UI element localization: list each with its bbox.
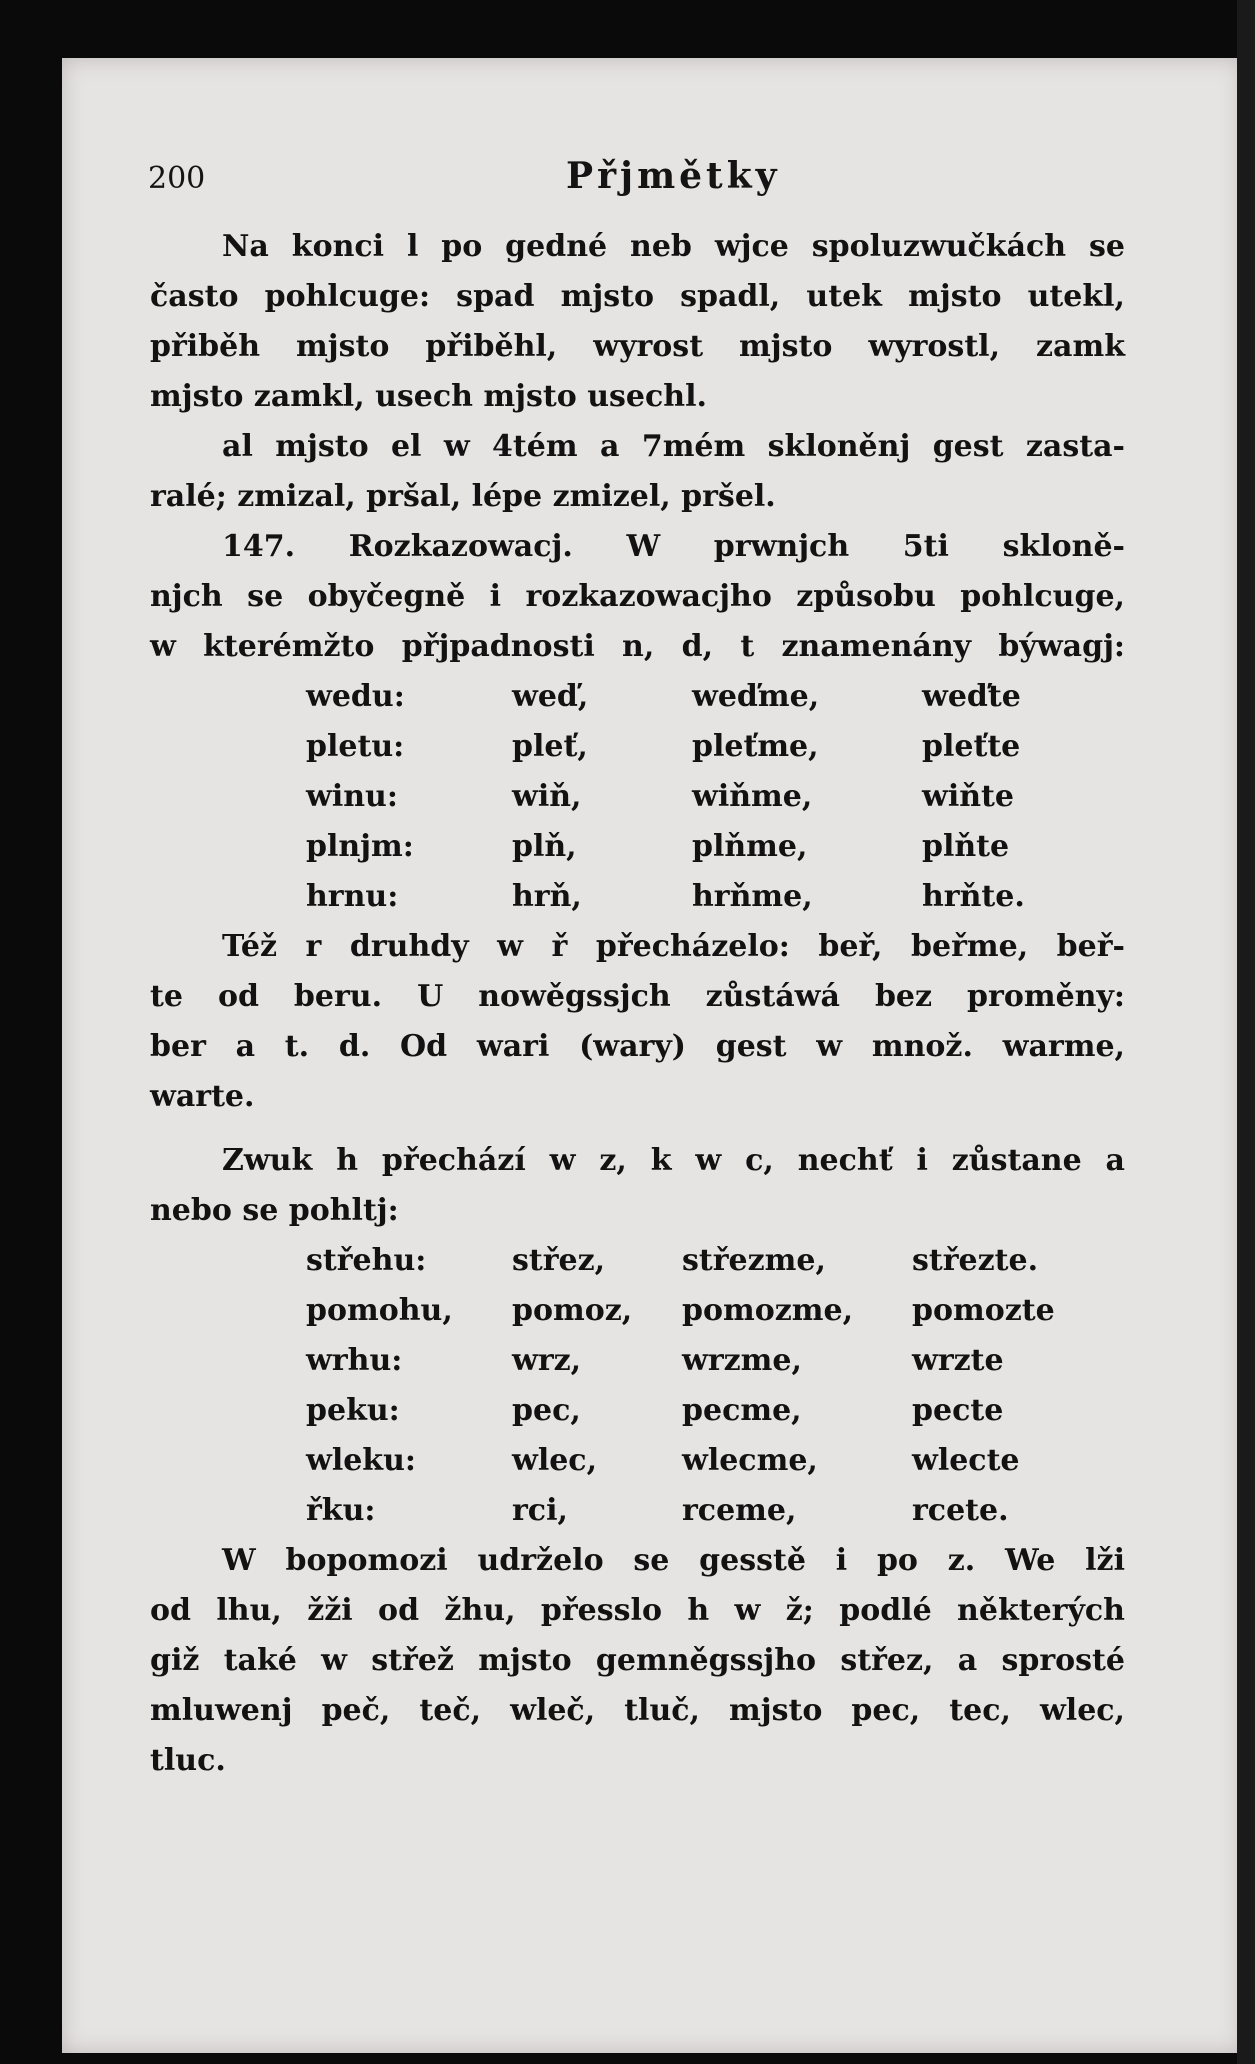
table-cell: pecte <box>912 1393 1004 1428</box>
table-cell: wedu: <box>306 679 405 714</box>
table-cell: rci, <box>512 1493 568 1528</box>
table-cell: pletu: <box>306 729 405 764</box>
page-edge <box>1237 0 1255 2064</box>
table-cell: winu: <box>306 779 398 814</box>
table-cell: wrzte <box>912 1343 1004 1378</box>
table-cell: plňme, <box>692 829 808 864</box>
table-row <box>306 1336 1125 1386</box>
text-line: tluc. <box>150 1743 226 1778</box>
text-line: al mjsto el w 4tém a 7mém skloněnj gest zasta- <box>222 429 1125 464</box>
conjugation-table <box>306 672 1125 922</box>
table-row <box>306 1486 1125 1536</box>
text-line: njch se obyčegně i rozkazowacjho způsobu pohlcuge, <box>150 579 1125 614</box>
table-row <box>306 1286 1125 1336</box>
text-line: Též r druhdy w ř přecházelo: beř, beřme, beř- <box>222 929 1125 964</box>
table-cell: střehu: <box>306 1243 427 1278</box>
table-cell: weď, <box>512 679 589 714</box>
conjugation-table <box>306 1236 1125 1536</box>
table-cell: plňte <box>922 829 1010 864</box>
table-cell: řku: <box>306 1493 376 1528</box>
table-row <box>306 772 1125 822</box>
text-line: mjsto zamkl, usech mjsto usechl. <box>150 379 707 414</box>
paragraph <box>150 922 1125 1122</box>
table-cell: wiňme, <box>692 779 813 814</box>
table-cell: wiň, <box>512 779 582 814</box>
paragraph <box>150 522 1125 672</box>
table-cell: plň, <box>512 829 577 864</box>
table-cell: wlec, <box>512 1443 598 1478</box>
text-line: ralé; zmizal, pršal, lépe zmizel, pršel. <box>150 479 776 514</box>
table-cell: pleťte <box>922 729 1021 764</box>
table-row <box>306 1436 1125 1486</box>
text-line: te od beru. U nowěgssjch zůstáwá bez proměny: <box>150 979 1125 1014</box>
text-line: warte. <box>150 1079 255 1114</box>
table-cell: pec, <box>512 1393 581 1428</box>
table-cell: wleku: <box>306 1443 416 1478</box>
table-cell: pomozme, <box>682 1293 854 1328</box>
table-cell: střezte. <box>912 1243 1039 1278</box>
text-line: w kterémžto přjpadnosti n, d, t znamenány býwagj: <box>150 629 1125 664</box>
table-row <box>306 872 1125 922</box>
table-cell: rceme, <box>682 1493 797 1528</box>
paragraph <box>150 1536 1125 1786</box>
paragraph <box>150 422 1125 522</box>
table-cell: wlecte <box>912 1443 1020 1478</box>
page-body <box>150 222 1125 1786</box>
text-line: 147. Rozkazowacj. W prwnjch 5ti skloně- <box>222 529 1125 564</box>
text-line: Zwuk h přechází w z, k w c, nechť i zůstane a <box>222 1143 1125 1178</box>
running-title: Přjmětky <box>566 155 781 197</box>
table-cell: pomoz, <box>512 1293 633 1328</box>
text-line: přiběh mjsto přiběhl, wyrost mjsto wyrostl, zamk <box>150 329 1125 364</box>
table-cell: pecme, <box>682 1393 802 1428</box>
table-cell: rcete. <box>912 1493 1009 1528</box>
paragraph <box>150 222 1125 422</box>
table-cell: peku: <box>306 1393 400 1428</box>
table-cell: střez, <box>512 1243 606 1278</box>
table-cell: pomozte <box>912 1293 1055 1328</box>
table-cell: střezme, <box>682 1243 826 1278</box>
paragraph <box>150 1136 1125 1236</box>
table-cell: hrnu: <box>306 879 399 914</box>
text-line: nebo se pohltj: <box>150 1193 399 1228</box>
table-cell: pleť, <box>512 729 588 764</box>
table-cell: wiňte <box>922 779 1014 814</box>
table-cell: wlecme, <box>682 1443 818 1478</box>
table-cell: wrz, <box>512 1343 582 1378</box>
table-cell: hrňme, <box>692 879 813 914</box>
page-header <box>148 155 1128 205</box>
table-cell: plnjm: <box>306 829 414 864</box>
text-line: Na konci l po gedné neb wjce spoluzwučkách se <box>222 229 1125 264</box>
text-line: od lhu, žži od žhu, přesslo h w ž; podlé některých <box>150 1593 1125 1628</box>
table-cell: pleťme, <box>692 729 819 764</box>
text-line: mluwenj peč, teč, wleč, tluč, mjsto pec, tec, wlec, <box>150 1693 1125 1728</box>
page-number: 200 <box>148 161 206 196</box>
table-cell: weďme, <box>692 679 820 714</box>
table-cell: weďte <box>922 679 1021 714</box>
table-cell: hrňte. <box>922 879 1025 914</box>
table-row <box>306 1236 1125 1286</box>
text-line: W bopomozi udrželo se gesstě i po z. We lži <box>222 1543 1125 1578</box>
text-line: ber a t. d. Od wari (wary) gest w množ. warme, <box>150 1029 1125 1064</box>
table-cell: wrhu: <box>306 1343 403 1378</box>
table-row <box>306 672 1125 722</box>
text-line: často pohlcuge: spad mjsto spadl, utek mjsto utekl, <box>150 279 1125 314</box>
table-row <box>306 1386 1125 1436</box>
table-cell: hrň, <box>512 879 582 914</box>
table-cell: wrzme, <box>682 1343 802 1378</box>
table-row <box>306 822 1125 872</box>
table-cell: pomohu, <box>306 1293 453 1328</box>
text-line: giž také w střež mjsto gemněgssjho střez, a sprosté <box>150 1643 1125 1678</box>
table-row <box>306 722 1125 772</box>
